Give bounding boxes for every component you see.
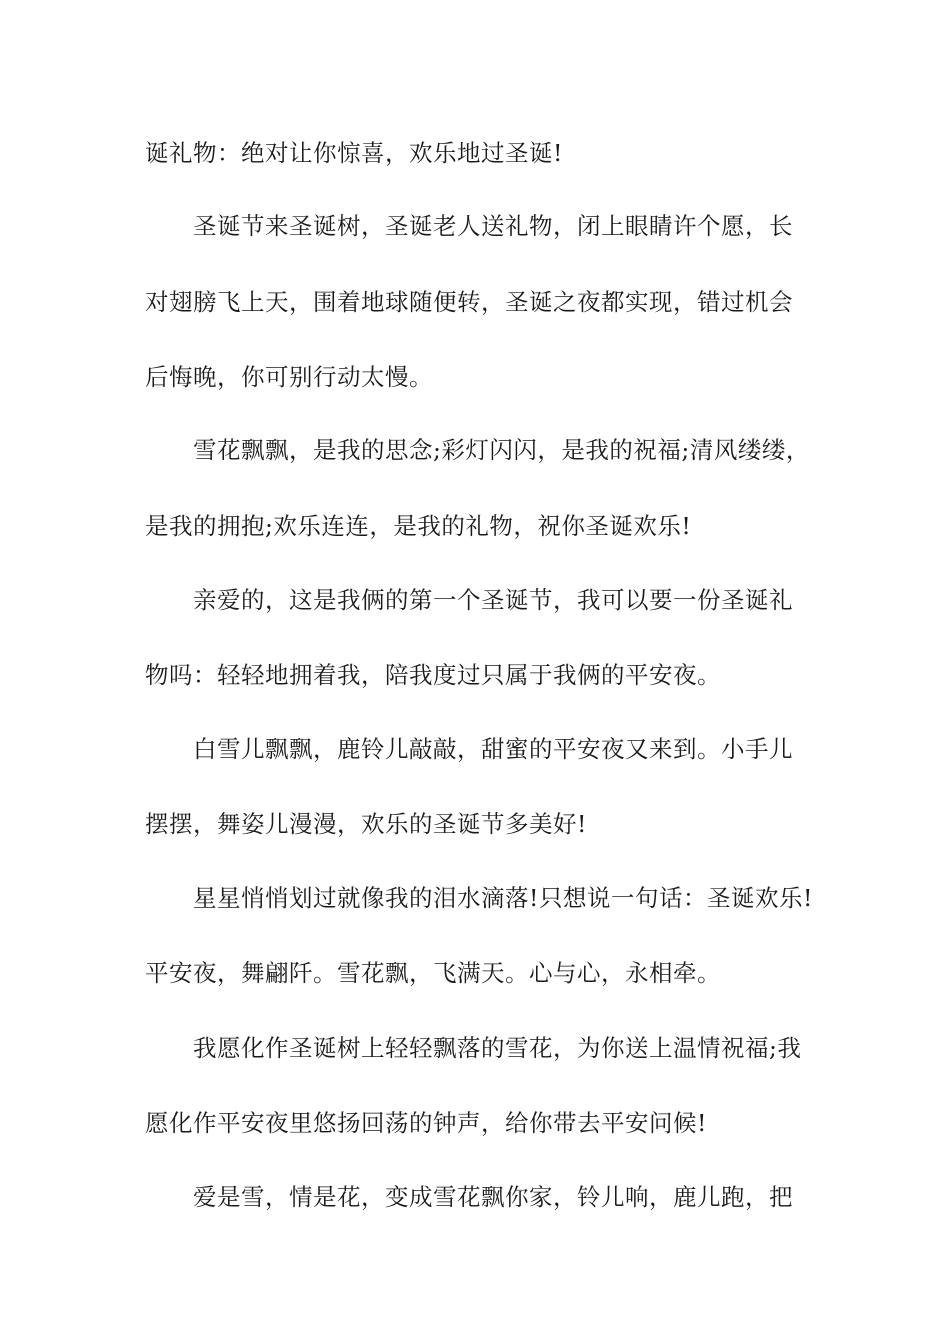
text-line: 愿化作平安夜里悠扬回荡的钟声，给你带去平安问候! <box>145 1109 707 1137</box>
paragraph-start-line: 星星悄悄划过就像我的泪水滴落!只想说一句话：圣诞欢乐! <box>193 884 813 912</box>
text-line: 物吗：轻轻地拥着我，陪我度过只属于我俩的平安夜。 <box>145 661 721 689</box>
text-line: 后悔晚，你可别行动太慢。 <box>145 363 433 391</box>
text-line: 平安夜，舞翩阡。雪花飘，飞满天。心与心，永相牵。 <box>145 959 721 987</box>
text-line: 诞礼物：绝对让你惊喜，欢乐地过圣诞! <box>145 139 563 167</box>
text-line: 摆摆，舞姿儿漫漫，欢乐的圣诞节多美好! <box>145 810 587 838</box>
text-line: 是我的拥抱;欢乐连连，是我的礼物，祝你圣诞欢乐! <box>145 512 692 540</box>
paragraph-start-line: 圣诞节来圣诞树，圣诞老人送礼物，闭上眼睛许个愿，长 <box>193 212 793 240</box>
paragraph-start-line: 我愿化作圣诞树上轻轻飘落的雪花，为你送上温情祝福;我 <box>193 1034 802 1062</box>
paragraph-start-line: 亲爱的，这是我俩的第一个圣诞节，我可以要一份圣诞礼 <box>193 586 793 614</box>
paragraph-start-line: 雪花飘飘，是我的思念;彩灯闪闪，是我的祝福;清风缕缕， <box>193 436 810 464</box>
paragraph-start-line: 白雪儿飘飘，鹿铃儿敲敲，甜蜜的平安夜又来到。小手儿 <box>193 735 793 763</box>
text-line: 对翅膀飞上天，围着地球随便转，圣诞之夜都实现，错过机会 <box>145 288 793 316</box>
paragraph-start-line: 爱是雪，情是花，变成雪花飘你家，铃儿响，鹿儿跑，把 <box>193 1183 793 1211</box>
